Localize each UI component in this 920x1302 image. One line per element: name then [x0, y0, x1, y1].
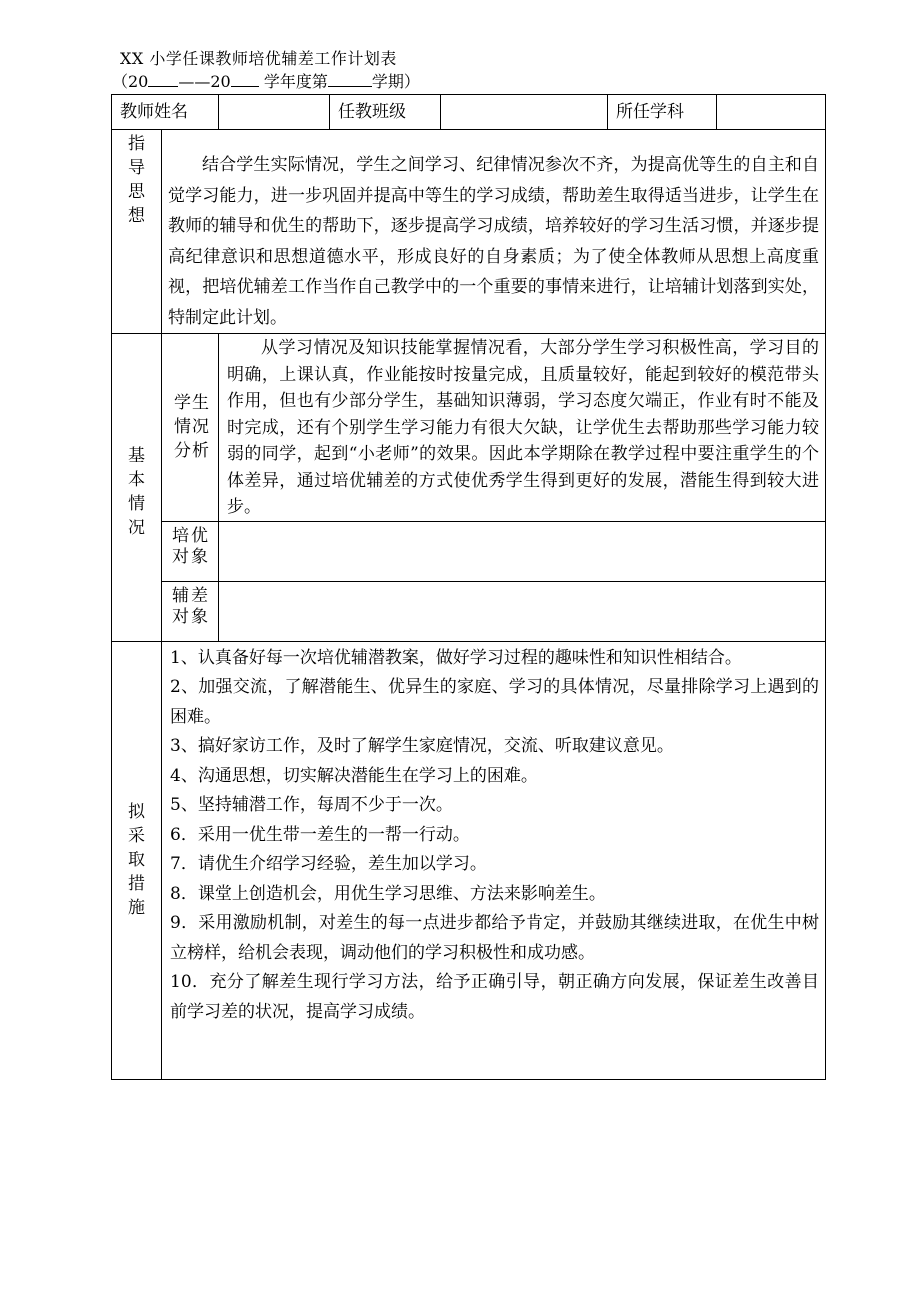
- measure-item: 10．充分了解差生现行学习方法，给予正确引导，朝正确方向发展，保证差生改善目前学习差的状况，提高学习成绩。: [170, 972, 819, 1022]
- guiding-text-cell: [162, 130, 826, 334]
- measures-label: [112, 641, 162, 1079]
- top-students-label-line: 对象: [172, 546, 210, 567]
- top-students-field[interactable]: [219, 521, 826, 581]
- measure-item: 9．采用激励机制，对差生的每一点进步都给予肯定，并鼓励其继续进取，在优生中树立榜样，给机会表现，调动他们的学习积极性和成功感。: [170, 913, 819, 963]
- measures-label-char: 措: [128, 874, 145, 894]
- term-part-dash: ——20: [178, 72, 231, 91]
- teacher-name-label: 教师姓名: [112, 95, 219, 130]
- basic-label-char: 情: [128, 494, 145, 515]
- measures-label-char: 采: [128, 826, 145, 846]
- basic-label: [112, 334, 162, 642]
- term-part-close: 学期）: [371, 72, 420, 91]
- basic-label-char: 基: [128, 446, 145, 467]
- weak-students-row: [112, 581, 826, 641]
- weak-students-field[interactable]: [219, 581, 826, 641]
- top-students-label-line: 培优: [172, 525, 210, 546]
- measure-item: 6．采用一优生带一差生的一帮一行动。: [170, 824, 470, 845]
- measure-item: 8．课堂上创造机会，用优生学习思维、方法来影响差生。: [170, 883, 606, 904]
- measures-label-char: 拟: [128, 802, 145, 822]
- term-part-year: 学年度第: [258, 72, 328, 91]
- top-students-row: [112, 521, 826, 581]
- analysis-label-line: 学生: [174, 393, 210, 414]
- guiding-label-char: 指: [128, 134, 145, 154]
- analysis-label-line: 情况: [174, 417, 210, 438]
- measures-row: [112, 641, 826, 1079]
- guiding-label-char: 想: [128, 206, 145, 226]
- top-students-label: [162, 521, 219, 581]
- weak-students-label-line: 对象: [172, 606, 210, 627]
- measures-label-char: 取: [128, 850, 145, 870]
- analysis-row: [112, 334, 826, 522]
- basic-label-char: 本: [128, 470, 145, 491]
- semester-blank[interactable]: [328, 72, 372, 87]
- basic-label-char: 况: [128, 518, 145, 539]
- info-row: [112, 95, 826, 130]
- guiding-label-char: 思: [128, 182, 145, 202]
- measure-item: 3、搞好家访工作，及时了解学生家庭情况，交流、听取建议意见。: [170, 736, 674, 756]
- measures-list: [162, 642, 825, 1028]
- analysis-label-line: 分析: [174, 441, 210, 462]
- subject-label: 所任学科: [608, 95, 717, 130]
- measures-label-char: 施: [128, 898, 145, 918]
- subject-field[interactable]: [717, 95, 826, 130]
- analysis-label: [162, 334, 219, 522]
- measure-item: 4、沟通思想，切实解决潜能生在学习上的困难。: [170, 765, 538, 786]
- measure-item: 2、加强交流，了解潜能生、优异生的家庭、学习的具体情况，尽量排除学习上遇到的困难。: [170, 677, 819, 727]
- start-year-blank[interactable]: [148, 72, 178, 87]
- guiding-row: [112, 130, 826, 334]
- end-year-blank[interactable]: [231, 72, 259, 87]
- term-part-open: （20: [112, 72, 149, 91]
- measure-item: 1、认真备好每一次培优辅潜教案，做好学习过程的趣味性和知识性相结合。: [170, 647, 742, 668]
- class-field[interactable]: [441, 95, 608, 130]
- measure-item: 7．请优生介绍学习经验，差生加以学习。: [170, 854, 487, 874]
- guiding-label: [112, 130, 162, 334]
- guiding-text: 结合学生实际情况，学生之间学习、纪律情况参次不齐，为提高优等生的自主和自觉学习能力，进一步巩固并提高中等生的学习成绩，帮助差生取得适当进步，让学生在教师的辅导和优生的帮助下，逐步提高学习成绩，培养较好的学习生活习惯，并逐步提高纪律意识和思想道德水平，形成良好的自身素质；为了使全体教师从思想上高度重视，把培优辅差工作当作自己教学中的一个重要的事情来进行，让培辅计划落到实处，特制定此计划。: [168, 155, 819, 328]
- analysis-text-cell: [219, 334, 826, 522]
- academic-term-line: [112, 72, 420, 92]
- guiding-label-char: 导: [128, 158, 145, 178]
- teacher-name-field[interactable]: [219, 95, 330, 130]
- class-label: 任教班级: [330, 95, 441, 130]
- weak-students-label: [162, 581, 219, 641]
- weak-students-label-line: 辅差: [172, 585, 210, 606]
- form-title: XX 小学任课教师培优辅差工作计划表: [120, 49, 397, 68]
- measures-cell: [162, 641, 826, 1079]
- plan-table: [111, 94, 826, 1080]
- measure-item: 5、坚持辅潜工作，每周不少于一次。: [170, 795, 453, 815]
- analysis-text: 从学习情况及知识技能掌握情况看，大部分学生学习积极性高，学习目的明确，上课认真，作业能按时按量完成，且质量较好，能起到较好的模范带头作用，但也有少部分学生，基础知识薄弱，学习态度欠端正，作业有时不能及时完成，还有个别学生学习能力有很大欠缺，让学优生去帮助那些学习能力较弱的同学，起到“小老师”的效果。因此本学期除在教学过程中要注重学生的个体差异，通过培优辅差的方式使优秀学生得到更好的发展，潜能生得到较大进步。: [227, 338, 819, 517]
